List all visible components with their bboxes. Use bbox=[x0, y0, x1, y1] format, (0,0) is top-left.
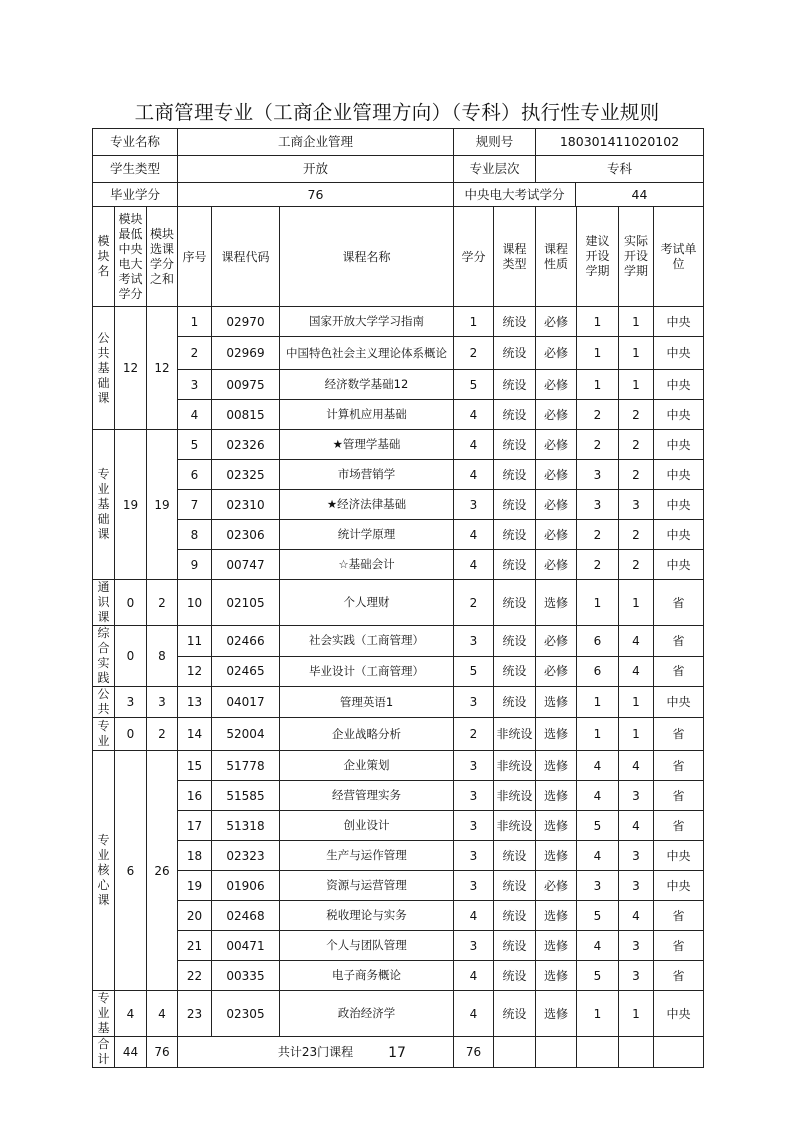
course-seq: 5 bbox=[178, 430, 212, 460]
course-name: 国家开放大学学习指南 bbox=[280, 307, 454, 337]
course-name: 税收理论与实务 bbox=[280, 901, 454, 931]
module-name-cell bbox=[93, 307, 115, 430]
course-seq: 13 bbox=[178, 687, 212, 718]
course-row bbox=[93, 520, 704, 550]
course-credit: 3 bbox=[454, 871, 494, 901]
course-credit: 4 bbox=[454, 991, 494, 1037]
course-suggest: 5 bbox=[577, 811, 619, 841]
central-credit-value: 44 bbox=[576, 183, 704, 207]
course-row bbox=[93, 751, 704, 781]
course-actual: 2 bbox=[619, 520, 654, 550]
module-sum-credit: 4 bbox=[147, 991, 178, 1037]
course-type: 统设 bbox=[494, 901, 536, 931]
course-nature: 选修 bbox=[536, 580, 577, 626]
level-label: 专业层次 bbox=[454, 156, 536, 183]
course-unit: 省 bbox=[654, 811, 704, 841]
col-type: 课程类型 bbox=[502, 241, 527, 271]
module-sum-credit: 2 bbox=[147, 580, 178, 626]
course-type: 统设 bbox=[494, 370, 536, 400]
course-actual: 1 bbox=[619, 991, 654, 1037]
column-header-row bbox=[93, 207, 704, 307]
course-nature: 选修 bbox=[536, 718, 577, 751]
course-row bbox=[93, 871, 704, 901]
course-credit: 3 bbox=[454, 626, 494, 657]
course-seq: 22 bbox=[178, 961, 212, 991]
course-actual: 4 bbox=[619, 811, 654, 841]
course-type: 统设 bbox=[494, 991, 536, 1037]
course-unit: 省 bbox=[654, 751, 704, 781]
course-code: 00335 bbox=[212, 961, 280, 991]
course-name: ★经济法律基础 bbox=[280, 490, 454, 520]
rule-label: 规则号 bbox=[454, 129, 536, 156]
course-nature: 必修 bbox=[536, 430, 577, 460]
course-type: 非统设 bbox=[494, 718, 536, 751]
course-nature: 选修 bbox=[536, 751, 577, 781]
course-unit: 省 bbox=[654, 961, 704, 991]
course-seq: 11 bbox=[178, 626, 212, 657]
central-credit-label: 中央电大考试学分 bbox=[454, 183, 576, 207]
module-sum-credit: 3 bbox=[147, 687, 178, 718]
course-nature: 必修 bbox=[536, 460, 577, 490]
course-code: 02969 bbox=[212, 337, 280, 370]
course-name: 创业设计 bbox=[280, 811, 454, 841]
course-type: 统设 bbox=[494, 841, 536, 871]
course-suggest: 3 bbox=[577, 490, 619, 520]
course-actual: 3 bbox=[619, 961, 654, 991]
course-code: 04017 bbox=[212, 687, 280, 718]
course-actual: 1 bbox=[619, 718, 654, 751]
course-code: 00815 bbox=[212, 400, 280, 430]
course-actual: 1 bbox=[619, 687, 654, 718]
course-actual: 3 bbox=[619, 871, 654, 901]
course-nature: 选修 bbox=[536, 811, 577, 841]
page-number: 17 bbox=[388, 1045, 406, 1061]
course-unit: 省 bbox=[654, 718, 704, 751]
course-credit: 2 bbox=[454, 337, 494, 370]
course-seq: 15 bbox=[178, 751, 212, 781]
course-row bbox=[93, 580, 704, 626]
course-nature: 选修 bbox=[536, 931, 577, 961]
total-label: 合计 bbox=[97, 1037, 110, 1066]
course-nature: 必修 bbox=[536, 656, 577, 687]
course-unit: 省 bbox=[654, 781, 704, 811]
course-nature: 必修 bbox=[536, 400, 577, 430]
course-row bbox=[93, 718, 704, 751]
module-name-cell bbox=[93, 991, 115, 1037]
module-name: 专业核心课 bbox=[97, 833, 110, 907]
module-name: 专业基 bbox=[97, 991, 110, 1035]
course-type: 统设 bbox=[494, 460, 536, 490]
course-code: 02310 bbox=[212, 490, 280, 520]
course-type: 统设 bbox=[494, 931, 536, 961]
course-code: 52004 bbox=[212, 718, 280, 751]
course-unit: 中央 bbox=[654, 991, 704, 1037]
module-sum-credit: 8 bbox=[147, 626, 178, 687]
course-name: 企业策划 bbox=[280, 751, 454, 781]
course-actual: 1 bbox=[619, 337, 654, 370]
course-credit: 3 bbox=[454, 781, 494, 811]
course-unit: 省 bbox=[654, 580, 704, 626]
course-row bbox=[93, 626, 704, 657]
course-actual: 1 bbox=[619, 307, 654, 337]
course-row bbox=[93, 811, 704, 841]
course-unit: 中央 bbox=[654, 430, 704, 460]
course-code: 00975 bbox=[212, 370, 280, 400]
col-actual: 实际开设学期 bbox=[623, 234, 648, 278]
page-title: 工商管理专业（工商企业管理方向）（专科）执行性专业规则 bbox=[134, 101, 660, 124]
course-suggest: 1 bbox=[577, 580, 619, 626]
course-suggest: 2 bbox=[577, 400, 619, 430]
course-code: 02323 bbox=[212, 841, 280, 871]
course-unit: 中央 bbox=[654, 520, 704, 550]
course-actual: 3 bbox=[619, 931, 654, 961]
course-code: 02466 bbox=[212, 626, 280, 657]
course-suggest: 1 bbox=[577, 687, 619, 718]
course-type: 统设 bbox=[494, 550, 536, 580]
grad-credit-value: 76 bbox=[178, 183, 454, 207]
course-seq: 14 bbox=[178, 718, 212, 751]
course-name: 市场营销学 bbox=[280, 460, 454, 490]
course-nature: 必修 bbox=[536, 626, 577, 657]
level-value: 专科 bbox=[536, 156, 704, 183]
course-actual: 2 bbox=[619, 460, 654, 490]
course-seq: 20 bbox=[178, 901, 212, 931]
course-unit: 中央 bbox=[654, 307, 704, 337]
course-type: 非统设 bbox=[494, 751, 536, 781]
course-credit: 1 bbox=[454, 307, 494, 337]
program-info-table bbox=[92, 128, 704, 207]
course-suggest: 3 bbox=[577, 871, 619, 901]
course-unit: 中央 bbox=[654, 460, 704, 490]
course-actual: 4 bbox=[619, 901, 654, 931]
course-name: 政治经济学 bbox=[280, 991, 454, 1037]
course-name: 个人理财 bbox=[280, 580, 454, 626]
course-row bbox=[93, 337, 704, 370]
student-type-label: 学生类型 bbox=[93, 156, 178, 183]
student-type-value: 开放 bbox=[178, 156, 454, 183]
col-module: 模块名 bbox=[97, 234, 110, 278]
course-seq: 17 bbox=[178, 811, 212, 841]
module-min-credit: 0 bbox=[115, 580, 147, 626]
course-suggest: 1 bbox=[577, 370, 619, 400]
rule-value: 180301411020102 bbox=[536, 129, 704, 156]
module-name: 专业基础课 bbox=[97, 467, 110, 541]
course-name: 中国特色社会主义理论体系概论 bbox=[280, 337, 454, 370]
col-seq: 序号 bbox=[178, 207, 212, 307]
course-name: 管理英语1 bbox=[280, 687, 454, 718]
course-seq: 9 bbox=[178, 550, 212, 580]
course-credit: 4 bbox=[454, 460, 494, 490]
course-actual: 4 bbox=[619, 751, 654, 781]
course-unit: 中央 bbox=[654, 370, 704, 400]
module-name-cell bbox=[93, 430, 115, 580]
course-suggest: 2 bbox=[577, 520, 619, 550]
course-credit: 3 bbox=[454, 687, 494, 718]
course-unit: 中央 bbox=[654, 841, 704, 871]
course-seq: 16 bbox=[178, 781, 212, 811]
course-suggest: 2 bbox=[577, 550, 619, 580]
course-suggest: 1 bbox=[577, 991, 619, 1037]
module-min-credit: 6 bbox=[115, 751, 147, 991]
course-name: 企业战略分析 bbox=[280, 718, 454, 751]
course-code: 02465 bbox=[212, 656, 280, 687]
module-name-cell bbox=[93, 626, 115, 687]
course-code: 02970 bbox=[212, 307, 280, 337]
course-credit: 4 bbox=[454, 430, 494, 460]
module-sum-credit: 19 bbox=[147, 430, 178, 580]
total-sum-credit: 76 bbox=[147, 1037, 178, 1068]
course-seq: 3 bbox=[178, 370, 212, 400]
course-code: 02305 bbox=[212, 991, 280, 1037]
course-suggest: 4 bbox=[577, 781, 619, 811]
module-min-credit: 0 bbox=[115, 626, 147, 687]
course-unit: 省 bbox=[654, 656, 704, 687]
module-name: 公共 bbox=[97, 687, 110, 716]
course-type: 非统设 bbox=[494, 811, 536, 841]
course-seq: 1 bbox=[178, 307, 212, 337]
course-row bbox=[93, 687, 704, 718]
course-type: 统设 bbox=[494, 490, 536, 520]
course-code: 02105 bbox=[212, 580, 280, 626]
course-type: 统设 bbox=[494, 626, 536, 657]
total-courses: 共计23门课程 bbox=[178, 1037, 454, 1068]
col-credit: 学分 bbox=[454, 207, 494, 307]
course-nature: 选修 bbox=[536, 781, 577, 811]
course-type: 统设 bbox=[494, 337, 536, 370]
course-unit: 中央 bbox=[654, 337, 704, 370]
course-seq: 6 bbox=[178, 460, 212, 490]
course-code: 00747 bbox=[212, 550, 280, 580]
course-actual: 4 bbox=[619, 626, 654, 657]
course-unit: 中央 bbox=[654, 687, 704, 718]
col-nature: 课程性质 bbox=[543, 241, 568, 271]
major-label: 专业名称 bbox=[93, 129, 178, 156]
course-credit: 2 bbox=[454, 580, 494, 626]
course-row bbox=[93, 991, 704, 1037]
total-credit: 76 bbox=[454, 1037, 494, 1068]
module-name-cell bbox=[93, 687, 115, 718]
module-name-cell bbox=[93, 718, 115, 751]
course-unit: 中央 bbox=[654, 490, 704, 520]
module-name-cell bbox=[93, 751, 115, 991]
course-code: 02326 bbox=[212, 430, 280, 460]
course-credit: 4 bbox=[454, 400, 494, 430]
course-nature: 必修 bbox=[536, 337, 577, 370]
course-credit: 3 bbox=[454, 751, 494, 781]
course-suggest: 1 bbox=[577, 718, 619, 751]
course-row bbox=[93, 841, 704, 871]
course-code: 00471 bbox=[212, 931, 280, 961]
course-type: 统设 bbox=[494, 307, 536, 337]
course-actual: 1 bbox=[619, 580, 654, 626]
course-actual: 2 bbox=[619, 430, 654, 460]
course-row bbox=[93, 901, 704, 931]
course-unit: 中央 bbox=[654, 400, 704, 430]
col-code: 课程代码 bbox=[212, 207, 280, 307]
course-actual: 1 bbox=[619, 370, 654, 400]
course-row bbox=[93, 370, 704, 400]
course-unit: 省 bbox=[654, 626, 704, 657]
course-code: 02325 bbox=[212, 460, 280, 490]
col-unit: 考试单位 bbox=[660, 241, 697, 271]
course-nature: 必修 bbox=[536, 871, 577, 901]
course-type: 统设 bbox=[494, 520, 536, 550]
col-suggest: 建议开设学期 bbox=[585, 234, 610, 278]
course-type: 非统设 bbox=[494, 781, 536, 811]
course-unit: 省 bbox=[654, 901, 704, 931]
course-name: 个人与团队管理 bbox=[280, 931, 454, 961]
course-credit: 2 bbox=[454, 718, 494, 751]
course-nature: 选修 bbox=[536, 687, 577, 718]
course-name: 资源与运营管理 bbox=[280, 871, 454, 901]
course-nature: 选修 bbox=[536, 901, 577, 931]
course-nature: 选修 bbox=[536, 961, 577, 991]
col-sum-credit: 模块选课学分之和 bbox=[149, 226, 174, 286]
course-nature: 必修 bbox=[536, 490, 577, 520]
course-row bbox=[93, 550, 704, 580]
module-name-cell bbox=[93, 580, 115, 626]
course-type: 统设 bbox=[494, 687, 536, 718]
course-row bbox=[93, 931, 704, 961]
col-name: 课程名称 bbox=[280, 207, 454, 307]
course-suggest: 1 bbox=[577, 307, 619, 337]
col-min-credit: 模块最低中央电大考试学分 bbox=[118, 211, 143, 301]
course-code: 51318 bbox=[212, 811, 280, 841]
course-suggest: 1 bbox=[577, 337, 619, 370]
course-suggest: 4 bbox=[577, 751, 619, 781]
module-min-credit: 4 bbox=[115, 991, 147, 1037]
course-type: 统设 bbox=[494, 400, 536, 430]
course-suggest: 3 bbox=[577, 460, 619, 490]
grad-credit-label: 毕业学分 bbox=[93, 183, 178, 207]
total-min-credit: 44 bbox=[115, 1037, 147, 1068]
course-seq: 10 bbox=[178, 580, 212, 626]
course-actual: 4 bbox=[619, 656, 654, 687]
course-row bbox=[93, 961, 704, 991]
course-unit: 中央 bbox=[654, 871, 704, 901]
course-seq: 18 bbox=[178, 841, 212, 871]
course-name: 电子商务概论 bbox=[280, 961, 454, 991]
course-name: 计算机应用基础 bbox=[280, 400, 454, 430]
course-unit: 中央 bbox=[654, 550, 704, 580]
course-code: 51778 bbox=[212, 751, 280, 781]
course-seq: 19 bbox=[178, 871, 212, 901]
course-nature: 必修 bbox=[536, 550, 577, 580]
module-min-credit: 3 bbox=[115, 687, 147, 718]
course-suggest: 6 bbox=[577, 656, 619, 687]
course-row bbox=[93, 781, 704, 811]
course-row bbox=[93, 307, 704, 337]
course-row bbox=[93, 400, 704, 430]
course-code: 01906 bbox=[212, 871, 280, 901]
major-value: 工商企业管理 bbox=[178, 129, 454, 156]
course-actual: 3 bbox=[619, 781, 654, 811]
course-name: 统计学原理 bbox=[280, 520, 454, 550]
course-suggest: 4 bbox=[577, 931, 619, 961]
course-name: 经营管理实务 bbox=[280, 781, 454, 811]
course-nature: 选修 bbox=[536, 991, 577, 1037]
course-credit: 5 bbox=[454, 656, 494, 687]
course-nature: 必修 bbox=[536, 370, 577, 400]
course-suggest: 5 bbox=[577, 961, 619, 991]
module-sum-credit: 2 bbox=[147, 718, 178, 751]
course-row bbox=[93, 490, 704, 520]
course-type: 统设 bbox=[494, 871, 536, 901]
module-name: 通识课 bbox=[97, 580, 110, 624]
course-suggest: 2 bbox=[577, 430, 619, 460]
course-credit: 3 bbox=[454, 931, 494, 961]
course-credit: 3 bbox=[454, 841, 494, 871]
course-actual: 3 bbox=[619, 841, 654, 871]
course-type: 统设 bbox=[494, 580, 536, 626]
course-unit: 省 bbox=[654, 931, 704, 961]
module-min-credit: 0 bbox=[115, 718, 147, 751]
course-nature: 必修 bbox=[536, 520, 577, 550]
course-seq: 4 bbox=[178, 400, 212, 430]
course-type: 统设 bbox=[494, 430, 536, 460]
module-name: 专业 bbox=[97, 719, 110, 748]
course-nature: 必修 bbox=[536, 307, 577, 337]
course-seq: 21 bbox=[178, 931, 212, 961]
course-actual: 2 bbox=[619, 550, 654, 580]
course-name: ★管理学基础 bbox=[280, 430, 454, 460]
course-code: 51585 bbox=[212, 781, 280, 811]
course-seq: 8 bbox=[178, 520, 212, 550]
course-name: 经济数学基础12 bbox=[280, 370, 454, 400]
course-suggest: 5 bbox=[577, 901, 619, 931]
course-credit: 4 bbox=[454, 961, 494, 991]
course-code: 02306 bbox=[212, 520, 280, 550]
course-credit: 3 bbox=[454, 811, 494, 841]
module-min-credit: 19 bbox=[115, 430, 147, 580]
course-seq: 23 bbox=[178, 991, 212, 1037]
course-code: 02468 bbox=[212, 901, 280, 931]
module-name: 综合实践 bbox=[97, 626, 110, 685]
module-min-credit: 12 bbox=[115, 307, 147, 430]
module-sum-credit: 26 bbox=[147, 751, 178, 991]
course-name: 生产与运作管理 bbox=[280, 841, 454, 871]
course-nature: 选修 bbox=[536, 841, 577, 871]
course-type: 统设 bbox=[494, 961, 536, 991]
course-row bbox=[93, 656, 704, 687]
course-credit: 4 bbox=[454, 901, 494, 931]
module-sum-credit: 12 bbox=[147, 307, 178, 430]
module-name: 公共基础课 bbox=[97, 330, 110, 405]
course-name: 社会实践（工商管理） bbox=[280, 626, 454, 657]
course-actual: 3 bbox=[619, 490, 654, 520]
course-suggest: 6 bbox=[577, 626, 619, 657]
course-credit: 4 bbox=[454, 550, 494, 580]
course-name: 毕业设计（工商管理） bbox=[280, 656, 454, 687]
course-credit: 4 bbox=[454, 520, 494, 550]
course-table bbox=[92, 206, 704, 1068]
course-name: ☆基础会计 bbox=[280, 550, 454, 580]
course-row bbox=[93, 460, 704, 490]
course-suggest: 4 bbox=[577, 841, 619, 871]
course-credit: 5 bbox=[454, 370, 494, 400]
course-seq: 12 bbox=[178, 656, 212, 687]
course-seq: 7 bbox=[178, 490, 212, 520]
course-type: 统设 bbox=[494, 656, 536, 687]
course-seq: 2 bbox=[178, 337, 212, 370]
course-credit: 3 bbox=[454, 490, 494, 520]
course-actual: 2 bbox=[619, 400, 654, 430]
course-row bbox=[93, 430, 704, 460]
